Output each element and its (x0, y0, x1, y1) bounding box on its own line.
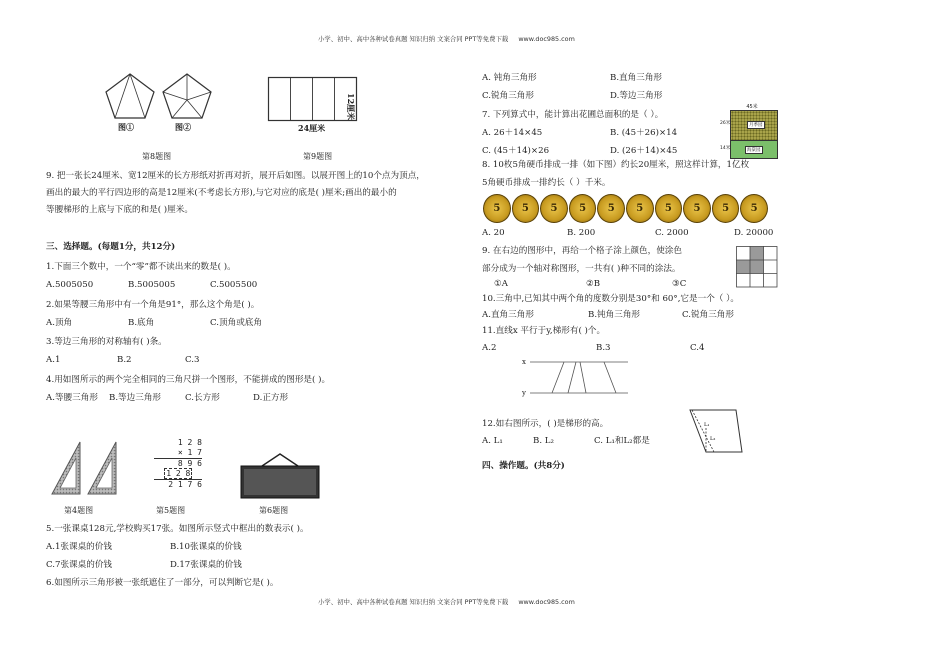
q11-option-b: B.3 (596, 343, 611, 353)
coin: 5 (683, 194, 711, 223)
q1-option-b: B.5005005 (128, 280, 176, 290)
q4-option-a: A.等腰三角形 (46, 393, 98, 403)
q3-option-a: A.1 (46, 355, 61, 365)
rectangle-height-label: 12厘米 (346, 93, 356, 121)
header-text: 小学、初中、高中各种试卷真题 知识归纳 文案合同 PPT等免费下载 (318, 35, 509, 43)
garden-figure (722, 103, 778, 159)
garden-upper-area (730, 110, 778, 141)
q8-option-d: D. 20000 (734, 228, 774, 238)
q11-option-a: A.2 (482, 343, 497, 353)
header-url: www.doc985.com (518, 35, 575, 43)
svg-text:L₂: L₂ (710, 436, 716, 442)
q8-option-b: B. 200 (567, 228, 596, 238)
figure-6-caption: 第6题图 (259, 506, 289, 515)
footer-url: www.doc985.com (518, 598, 575, 606)
q1-option-a: A.5005050 (46, 280, 94, 290)
garden-lower-area (730, 140, 778, 159)
q8-option-c: C. 2000 (655, 228, 689, 238)
q7-option-b: B. (45＋26)×14 (610, 128, 678, 138)
q7-option-c: C. (45＋14)×26 (482, 146, 550, 156)
figure-4-caption: 第4题图 (64, 506, 94, 515)
line-y-label: y (522, 389, 526, 397)
q11-option-c: C.4 (690, 343, 705, 353)
q3-option-b: B.2 (117, 355, 132, 365)
mult-row-4-boxed: 1 2 8 (166, 469, 191, 478)
coin: 5 (626, 194, 654, 223)
garden-height-label-1: 26米 (720, 121, 731, 126)
garden-upper-label: 月季园 (749, 123, 763, 128)
grid-figure (736, 246, 778, 288)
coin: 5 (512, 194, 540, 223)
pentagon-figure-1 (104, 72, 156, 122)
question-10-stem: 10.三角中,已知其中两个角的度数分别是30°和 60°,它是一个（ ）。 (482, 294, 740, 304)
q4-option-b: B.等边三角形 (109, 393, 162, 403)
q4-option-c: C.长方形 (185, 393, 220, 403)
q5-option-d: D.17张课桌的价钱 (170, 560, 242, 570)
q5-option-b: B.10张课桌的价钱 (170, 542, 242, 552)
coin: 5 (740, 194, 768, 223)
q7-option-d: D. (26＋14)×45 (610, 146, 678, 156)
q10-option-a: A.直角三角形 (482, 310, 534, 320)
question-3-stem: 3.等边三角形的对称轴有( )条。 (46, 337, 167, 347)
q6-option-b: B.直角三角形 (610, 73, 663, 83)
q9-option-b: ②B (586, 279, 601, 289)
question-2-stem: 2.如果等腰三角形中有一个角是91°，那么这个角是( )。 (46, 300, 260, 310)
coin: 5 (483, 194, 511, 223)
garden-lower-label: 海棠园 (747, 148, 761, 153)
question-1-stem: 1.下面三个数中，一个“零”都不读出来的数是( )。 (46, 262, 236, 272)
figure-9-caption: 第9题图 (303, 152, 333, 161)
question-7-stem: 7. 下列算式中，能计算出花圃总面积的是（ ）。 (482, 110, 664, 120)
q5-option-c: C.7张课桌的价钱 (46, 560, 113, 570)
mult-row-5: 2 1 7 6 (168, 480, 202, 489)
q10-option-b: B.钝角三角形 (588, 310, 641, 320)
q1-option-c: C.5005500 (210, 280, 258, 290)
covered-triangle-figure (240, 452, 320, 500)
coin: 5 (655, 194, 683, 223)
question-8-line1: 8. 10枚5角硬币排成一排（如下图）约长20厘米，照这样计算，1亿枚 (482, 160, 750, 170)
svg-text:L₁: L₁ (704, 422, 710, 428)
coin: 5 (540, 194, 568, 223)
q6-option-c: C.锐角三角形 (482, 91, 534, 101)
garden-height-label-2: 14米 (720, 146, 731, 151)
page-header (318, 34, 575, 43)
question-8-line2: 5角硬币排成一排约长（ ）千米。 (482, 178, 611, 188)
garden-width-label: 45米 (746, 104, 758, 110)
q6-option-d: D.等边三角形 (610, 91, 663, 101)
coin: 5 (597, 194, 625, 223)
q12-option-c: C. L₁和L₂都是 (594, 436, 650, 446)
coin-row (483, 194, 768, 220)
page-footer (318, 597, 575, 606)
coin: 5 (712, 194, 740, 223)
trapezoid-figure (686, 406, 746, 454)
mult-row-1: 1 2 8 (177, 438, 202, 447)
line-x-label: x (522, 358, 526, 366)
footer-text: 小学、初中、高中各种试卷真题 知识归纳 文案合同 PPT等免费下载 (318, 598, 509, 606)
set-square-triangles-figure (50, 440, 120, 496)
q12-option-a: A. L₁ (482, 436, 503, 446)
q9-option-c: ③C (672, 279, 687, 289)
rectangle-width-label: 24厘米 (298, 123, 326, 133)
question-6-stem: 6.如图所示三角形被一张纸遮住了一部分，可以判断它是( )。 (46, 578, 279, 588)
question-12-stem: 12.如右图所示，( )是梯形的高。 (482, 419, 609, 429)
q2-option-a: A.顶角 (46, 318, 73, 328)
question-9-line2: 画出的最大的平行四边形的高是12厘米(不考虑长方形),与它对应的底是( )厘米;画出的最小的 (46, 188, 397, 198)
q6-option-a: A. 钝角三角形 (482, 73, 537, 83)
figure-label-2: 图② (175, 122, 191, 132)
coin: 5 (569, 194, 597, 223)
mult-row-2: × 1 7 (154, 448, 202, 459)
section-4-title: 四、操作题。(共8分) (482, 461, 565, 471)
section-3-title: 三、选择题。(每题1分，共12分) (46, 242, 176, 252)
figure-label-1: 图① (118, 122, 134, 132)
q5-option-a: A.1张课桌的价钱 (46, 542, 112, 552)
question-9-line1: 9. 在右边的图形中，再给一个格子涂上颜色，使涂色 (482, 246, 682, 256)
question-11-stem: 11.直线x 平行于y,梯形有( )个。 (482, 326, 606, 336)
pentagon-figure-2 (161, 72, 213, 122)
q4-option-d: D.正方形 (253, 393, 289, 403)
question-9-line3: 等腰梯形的上底与下底的和是( )厘米。 (46, 205, 193, 215)
q7-option-a: A. 26＋14×45 (482, 128, 543, 138)
parallel-lines-figure (530, 356, 630, 400)
q2-option-b: B.底角 (128, 318, 155, 328)
question-9-line2: 部分成为一个轴对称图形，一共有( )种不同的涂法。 (482, 264, 681, 274)
q2-option-c: C.顶角或底角 (210, 318, 262, 328)
q3-option-c: C.3 (185, 355, 200, 365)
question-4-stem: 4.用如图所示的两个完全相同的三角尺拼一个图形，不能拼成的图形是( )。 (46, 375, 331, 385)
question-9-line1: 9. 把一张长24厘米、宽12厘米的长方形纸对折再对折，展开后如图。以展开图上的10个点为顶点， (46, 171, 425, 181)
q10-option-c: C.锐角三角形 (682, 310, 734, 320)
figure-8-caption: 第8题图 (142, 152, 172, 161)
vertical-multiplication (154, 438, 202, 490)
q9-option-a: ①A (494, 279, 508, 289)
question-5-stem: 5.一张课桌128元,学校购买17张。如图所示竖式中框出的数表示( )。 (46, 524, 309, 534)
figure-5-caption: 第5题图 (156, 506, 186, 515)
q12-option-b: B. L₂ (533, 436, 554, 446)
mult-row-3: 8 9 6 (177, 459, 202, 468)
q8-option-a: A. 20 (482, 228, 505, 238)
